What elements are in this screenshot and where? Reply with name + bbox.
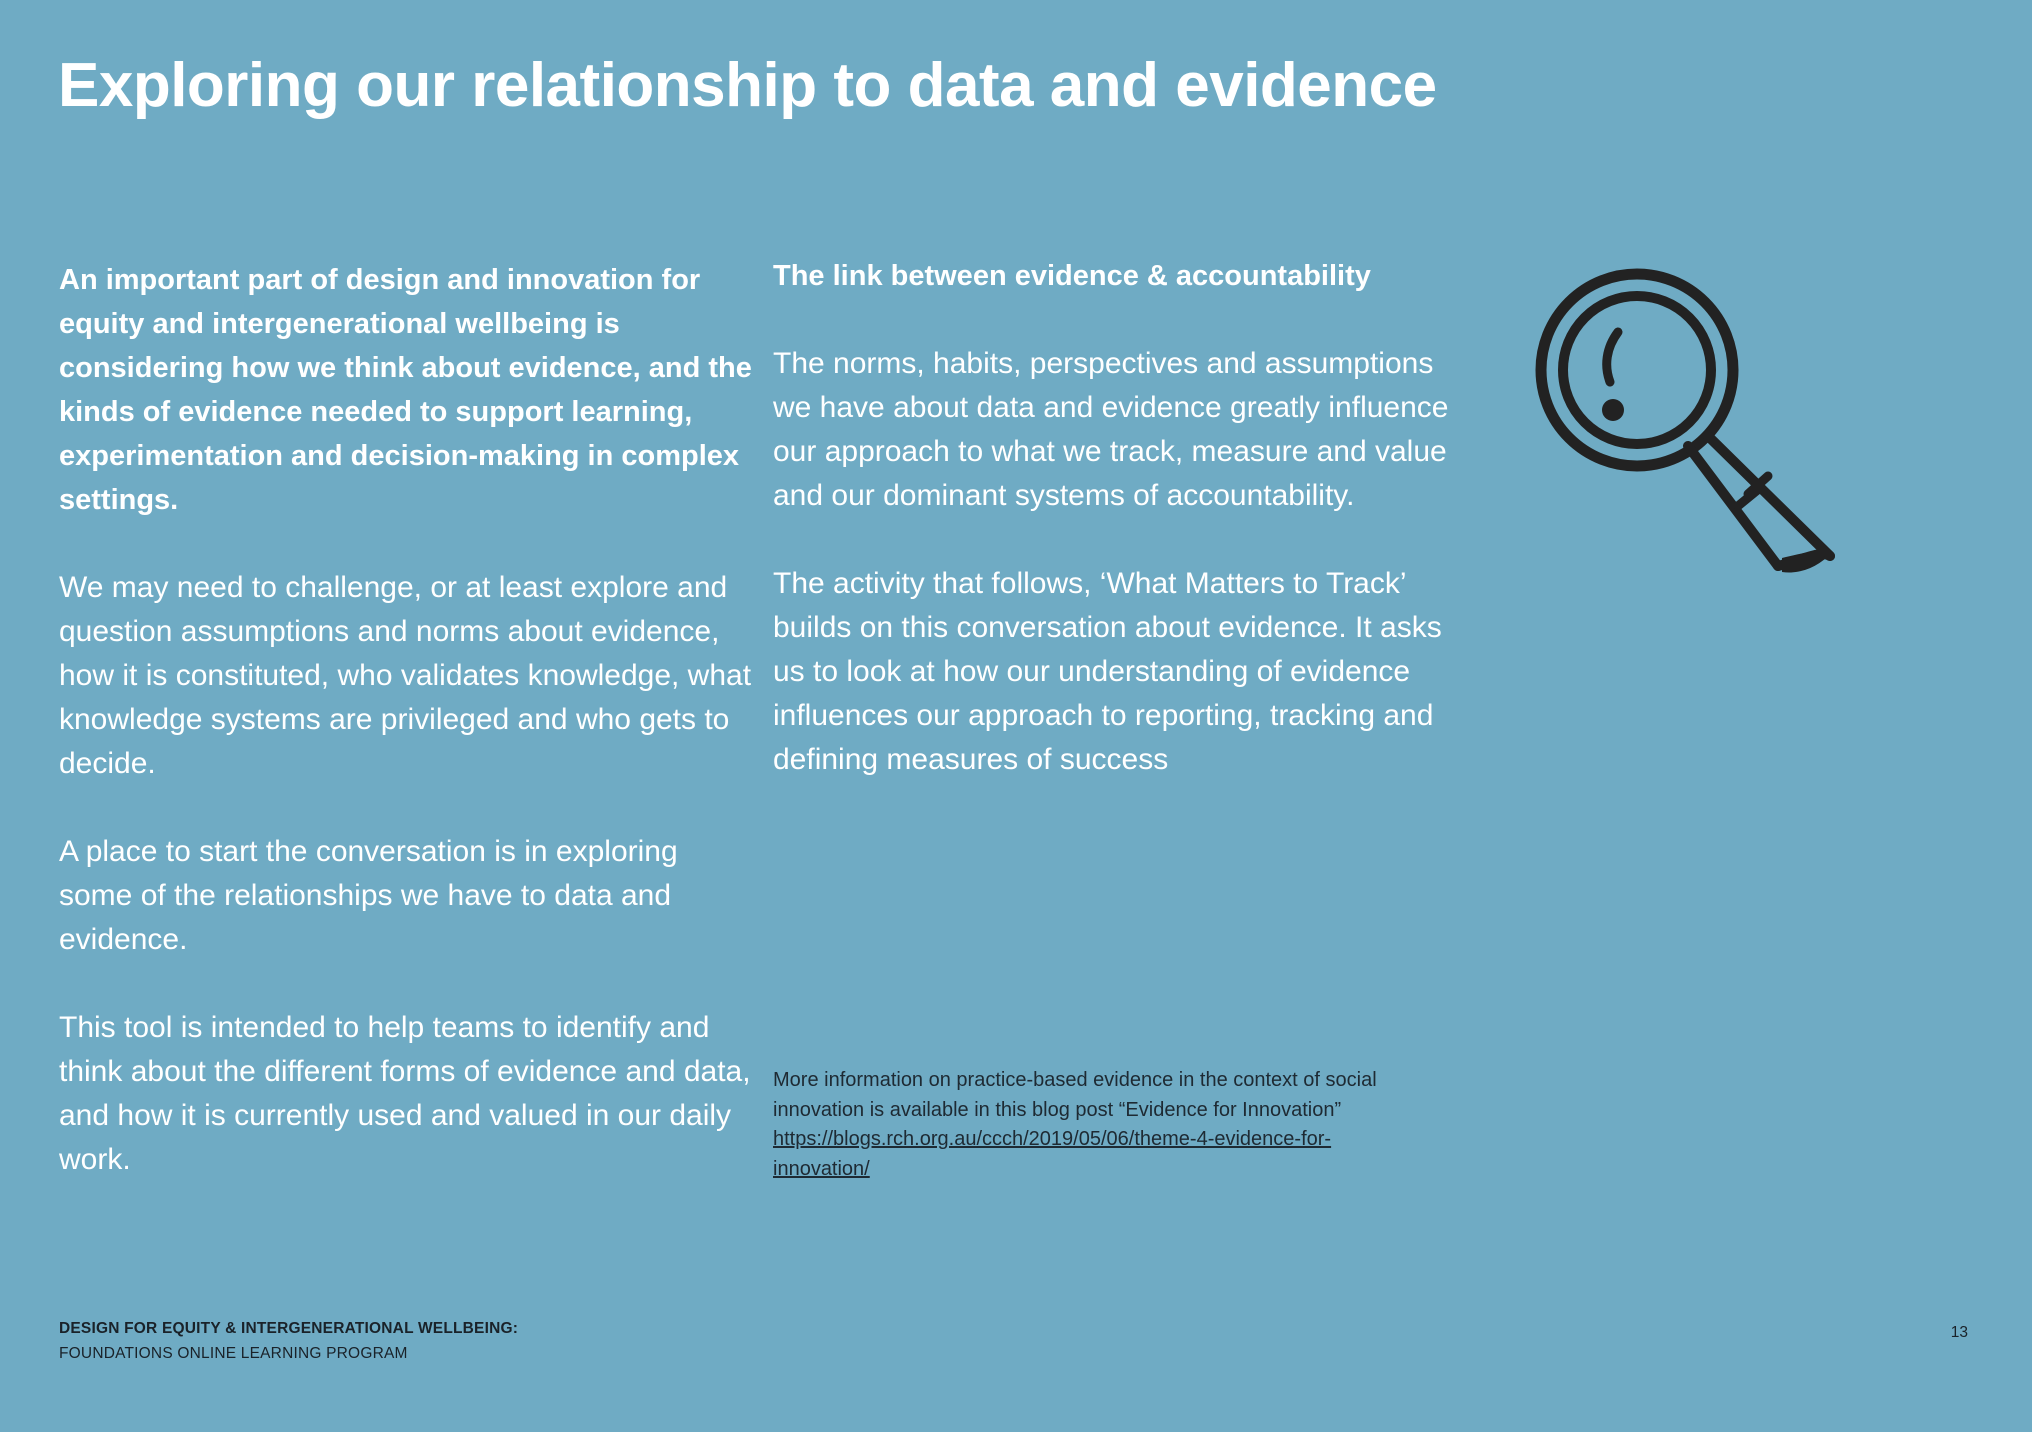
page-number: 13 [1950,1324,1968,1341]
footnote-text: More information on practice-based evidence in the context of social innovation is available in this blog post “Evidence for Innovation” [773,1069,1377,1121]
blog-post-link[interactable]: https://blogs.rch.org.au/ccch/2019/05/06/theme-4-evidence-for-innovation/ [773,1128,1332,1180]
body-paragraph: We may need to challenge, or at least explore and question assumptions and norms about evidence, how it is constituted, who validates knowledge, what knowledge systems are privileged and who gets to decide. [59,571,752,780]
footer-program-subtitle: FOUNDATIONS ONLINE LEARNING PROGRAM [59,1345,408,1362]
magnifying-glass-icon [1520,260,1840,600]
intro-paragraph: An important part of design and innovation for equity and intergenerational wellbeing is considering how we think about evidence, and the kinds of evidence needed to support learning, experimentation and decision-making in complex settings. [59,264,752,516]
page-title: Exploring our relationship to data and evidence [58,51,1437,120]
footer-program-title: DESIGN FOR EQUITY & INTERGENERATIONAL WELLBEING: [59,1320,519,1337]
body-paragraph: A place to start the conversation is in exploring some of the relationships we have to data and evidence. [59,835,678,956]
left-column [59,258,759,1226]
body-paragraph: The norms, habits, perspectives and assumptions we have about data and evidence greatly influence our approach to what we track, measure and value and our dominant systems of accountability. [773,347,1449,512]
middle-column [773,254,1473,826]
footnote [773,1066,1393,1184]
body-paragraph: This tool is intended to help teams to identify and think about the different forms of evidence and data, and how it is currently used and valued in our daily work. [59,1011,751,1176]
section-heading: The link between evidence & accountability [773,260,1371,292]
body-paragraph: The activity that follows, ‘What Matters to Track’ builds on this conversation about evidence. It asks us to look at how our understanding of evidence influences our approach to reporting, tracking and defining measures of success [773,567,1442,776]
